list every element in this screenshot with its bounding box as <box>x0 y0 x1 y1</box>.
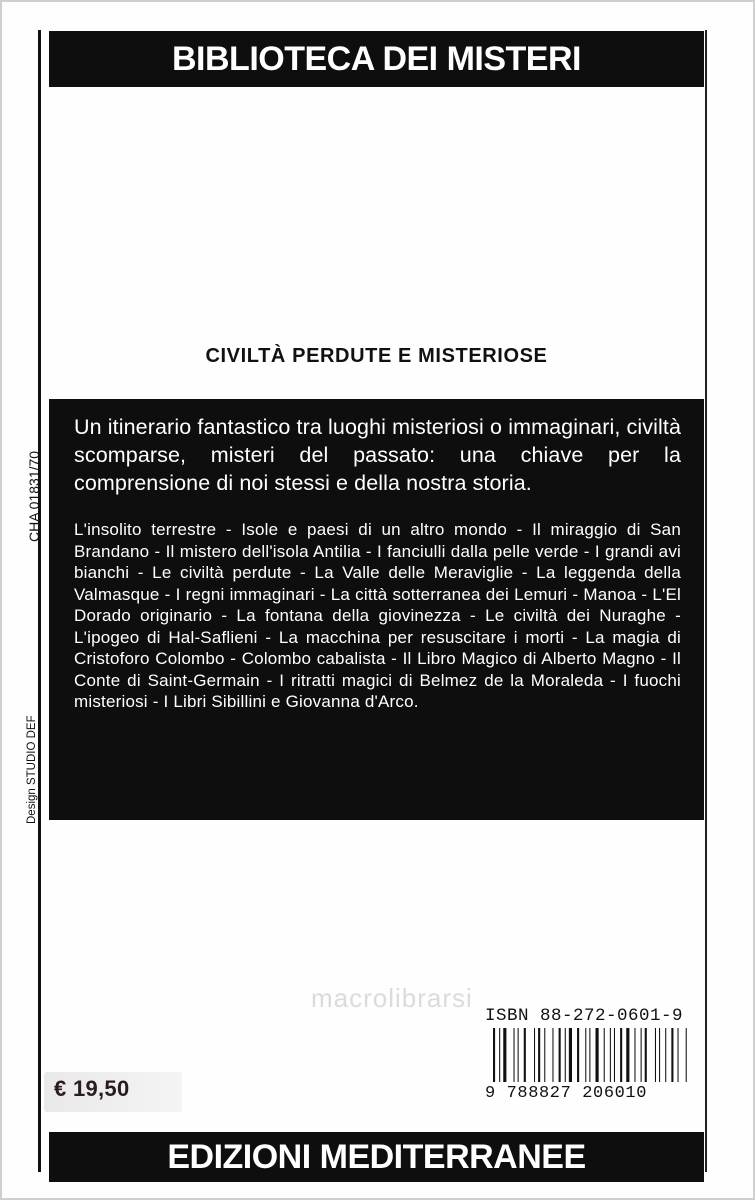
barcode-bar <box>610 1028 611 1082</box>
barcode-bar <box>577 1028 579 1082</box>
right-rule <box>705 30 707 1172</box>
barcode-bar <box>659 1028 660 1082</box>
barcode-bar <box>634 1028 635 1082</box>
barcode-bar <box>665 1028 666 1082</box>
barcode-bar <box>559 1028 561 1082</box>
barcode-bar <box>544 1028 545 1082</box>
barcode-bar <box>626 1028 629 1082</box>
price-label: € 19,50 <box>54 1076 130 1101</box>
barcode-bar <box>614 1028 615 1082</box>
barcode-bar <box>514 1028 515 1082</box>
barcode-icon <box>493 1028 701 1082</box>
barcode-bar <box>655 1028 656 1082</box>
barcode-bar <box>552 1028 553 1082</box>
barcode-bar <box>686 1028 687 1082</box>
barcode-bar <box>585 1028 586 1082</box>
description-box <box>49 399 704 1013</box>
publisher-name: EDIZIONI MEDITERRANEE <box>49 1132 704 1182</box>
left-rule <box>38 30 41 1172</box>
barcode-bar <box>569 1028 572 1082</box>
design-credit: Design STUDIO DEF <box>26 715 38 824</box>
barcode-bar <box>538 1028 540 1082</box>
barcode-bar <box>645 1028 647 1082</box>
barcode-bar <box>534 1028 535 1082</box>
barcode-digits: 9 788827 206010 <box>485 1084 648 1103</box>
isbn-label: ISBN 88-272-0601-9 <box>485 1006 684 1026</box>
contents-list: L'insolito terrestre - Isole e paesi di un altro mondo - Il miraggio di San Brandano - Il mistero dell'isola Antilia - I fanciulli dalla pelle verde - I grandi avi bianchi - Le civiltà perdute - La Valle delle Meraviglie - La leggenda della Valmasque - I regni immaginari - La città sotterranea dei Lemuri - Manoa - L'El Dorado originario - La fontana della giovinezza - Le civiltà dei Nuraghe - L'ipogeo di Hal-Saflieni - La macchina per resuscitare i morti - La magia di Cristoforo Colombo - Colombo cabalista - Il Libro Magico di Alberto Magno - Il Conte di Saint-Germain - I ritratti magici di Belmez de la Moraleda - I fuochi misteriosi - I Libri Sibillini e Giovanna d'Arco. <box>74 520 681 711</box>
barcode-bar <box>493 1028 495 1082</box>
barcode-bar <box>678 1028 679 1082</box>
barcode-bar <box>499 1028 500 1082</box>
barcode-bar <box>524 1028 526 1082</box>
barcode-bar <box>620 1028 622 1082</box>
watermark: macrolibrarsi <box>311 983 473 1013</box>
barcode-bar <box>589 1028 590 1082</box>
barcode-bar <box>565 1028 566 1082</box>
barcode-bar <box>671 1028 673 1082</box>
intro-text: Un itinerario fantastico tra luoghi misteriosi o immaginari, civiltà scomparse, misteri del passato: una chiave per la comprensione di noi stessi e della nostra storia. <box>74 415 681 495</box>
book-title: CIVILTÀ PERDUTE E MISTERIOSE <box>205 345 548 367</box>
series-title: BIBLIOTECA DEI MISTERI <box>49 31 704 87</box>
spine-code: CHA 01831/70 <box>26 450 42 542</box>
barcode-bar <box>641 1028 642 1082</box>
barcode-bar <box>596 1028 599 1082</box>
barcode-bar <box>604 1028 605 1082</box>
barcode-bar <box>518 1028 519 1082</box>
barcode-bar <box>503 1028 506 1082</box>
